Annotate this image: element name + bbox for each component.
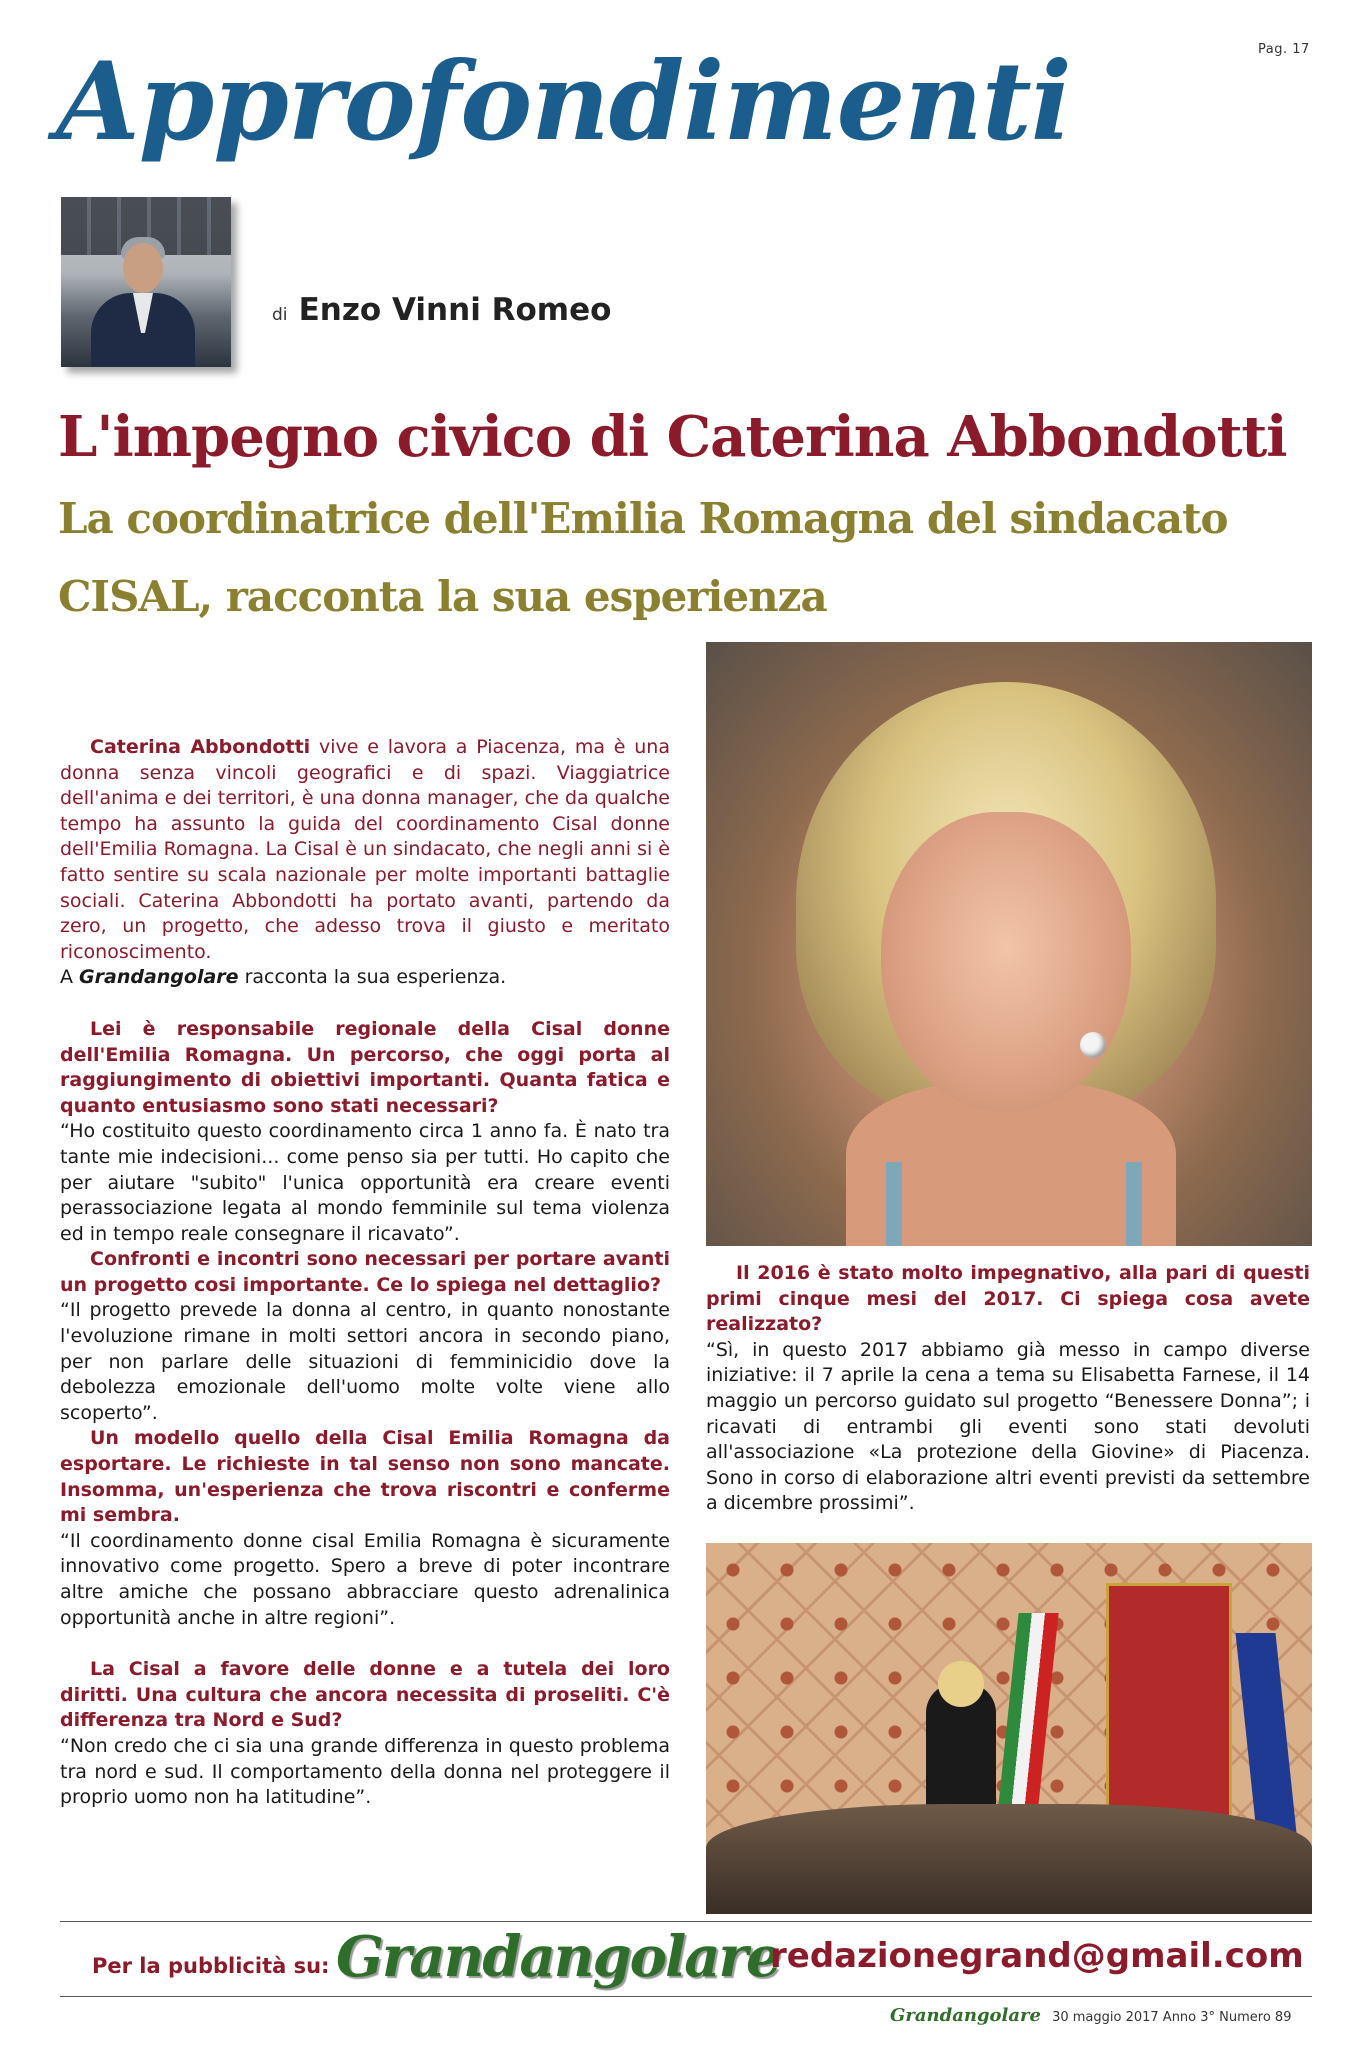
byline-author: Enzo Vinni Romeo [298, 292, 612, 328]
answer-2: “Il progetto prevede la donna al centro, in quanto nonostante l'evoluzione rimane in molti settori ancora in secondo piano, per non parlare delle situazioni di femminicidio dove la debolezza emozionale dell'uomo molte volte viene allo scoperto”. [60, 1299, 670, 1424]
intro-closing [60, 965, 670, 991]
intro-text: vive e lavora a Piacenza, ma è una donna senza vincoli geografici e di spazi. Viaggiatrice dell'anima e dei territori, è una donna manager, che da qualche tempo ha assunto la guida del coordinamento Cisal donne dell'Emilia Romagna. La Cisal è un sindacato, che negli anni si è fatto sentire su scala nazionale per molte importanti battaglie sociali. Caterina Abbondotti ha portato avanti, partendo da zero, un progetto, che adesso trova il giusto e meritato riconoscimento. [60, 736, 670, 963]
subheadline: La coordinatrice dell'Emilia Romagna del sindacato CISAL, racconta la sua esperienza [58, 494, 1228, 621]
intro-closing-suffix: racconta la sua esperienza. [238, 966, 507, 989]
answer-4: “Non credo che ci sia una grande differenza in questo problema tra nord e sud. Il comportamento della donna nel proteggere il proprio uomo non ha latitudine”. [60, 1734, 670, 1809]
intro-closing-brand: Grandangolare [79, 966, 239, 989]
portrait-photo [706, 642, 1312, 1246]
portrait-strap-right [1126, 1162, 1142, 1246]
portrait-strap-left [886, 1162, 902, 1246]
municipal-banner [1106, 1583, 1232, 1839]
article-left-column [60, 735, 670, 1811]
question-5: Il 2016 è stato molto impegnativo, alla pari di questi primi cinque mesi del 2017. Ci spiega cosa avete realizzato? [706, 1262, 1310, 1336]
article-right-column [706, 1261, 1310, 1517]
intro-name: Caterina Abbondotti [90, 736, 311, 758]
footer-brand: Grandangolare [890, 2005, 1041, 2026]
portrait-face [881, 812, 1131, 1112]
divider-bottom [60, 1996, 1312, 1997]
answer-5: “Sì, in questo 2017 abbiamo già messo in campo diverse iniziative: il 7 aprile la cena a tema su Elisabetta Farnese, il 14 maggio un percorso guidato sul progetto “Benessere Donna”; i ricavati di entrambi gli eventi sono stati devoluti all'associazione «La protezione della Giovine» di Piacenza. Sono in corso di elaborazione altri eventi previsti da settembre a dicembre prossimi”. [706, 1338, 1310, 1515]
byline [272, 292, 611, 328]
intro-paragraph [60, 735, 670, 965]
question-2: Confronti e incontri sono necessari per portare avanti un progetto cosi importante. Ce lo spiega nel dettaglio? [60, 1248, 670, 1296]
event-audience [706, 1804, 1312, 1914]
advert-label: Per la pubblicità su: [92, 1954, 330, 1978]
author-photo-face [123, 243, 163, 293]
byline-prefix: di [272, 305, 288, 325]
eu-flag [1235, 1633, 1296, 1833]
event-speaker-head [938, 1661, 984, 1707]
divider-top [60, 1921, 1312, 1922]
answer-1: “Ho costituito questo coordinamento circa 1 anno fa. È nato tra tante mie indecisioni... come penso sia per tutti. Ho capito che per aiutare "subito" l'unica opportunità era creare eventi perassociazione legata al mondo femminile sul tema violenza ed in tempo reale consegnare il ricavato”. [60, 1120, 670, 1245]
intro-closing-prefix: A [60, 966, 80, 989]
advert-logo: Grandangolare [336, 1924, 780, 1990]
section-title: Approfondimenti [56, 39, 1071, 165]
advert-email[interactable]: redazionegrand@gmail.com [770, 1936, 1304, 1976]
page-number: Pag. 17 [1258, 42, 1310, 57]
answer-3: “Il coordinamento donne cisal Emilia Romagna è sicuramente innovativo come progetto. Spero a breve di poter incontrare altre amiche che possano abbracciare questo adrenalinica opportunità anche in altre regioni”. [60, 1529, 670, 1629]
question-3: Un modello quello della Cisal Emilia Romagna da esportare. Le richieste in tal senso non sono mancate. Insomma, un'esperienza che trova riscontri e conferme mi sembra. [60, 1427, 670, 1527]
headline: L'impegno civico di Caterina Abbondotti [58, 404, 1287, 470]
question-1: Lei è responsabile regionale della Cisal donne dell'Emilia Romagna. Un percorso, che oggi porta al raggiungimento di obiettivi importanti. Quanta fatica e quanto entusiasmo sono stati necessari? [60, 1017, 670, 1117]
footer-info: 30 maggio 2017 Anno 3° Numero 89 [1052, 2010, 1292, 2025]
footer [890, 2005, 1291, 2026]
event-photo [706, 1543, 1312, 1914]
question-4: La Cisal a favore delle donne e a tutela dei loro diritti. Una cultura che ancora necessita di proseliti. C'è differenza tra Nord e Sud? [60, 1658, 670, 1732]
portrait-earring [1080, 1032, 1106, 1058]
author-photo [61, 197, 231, 367]
